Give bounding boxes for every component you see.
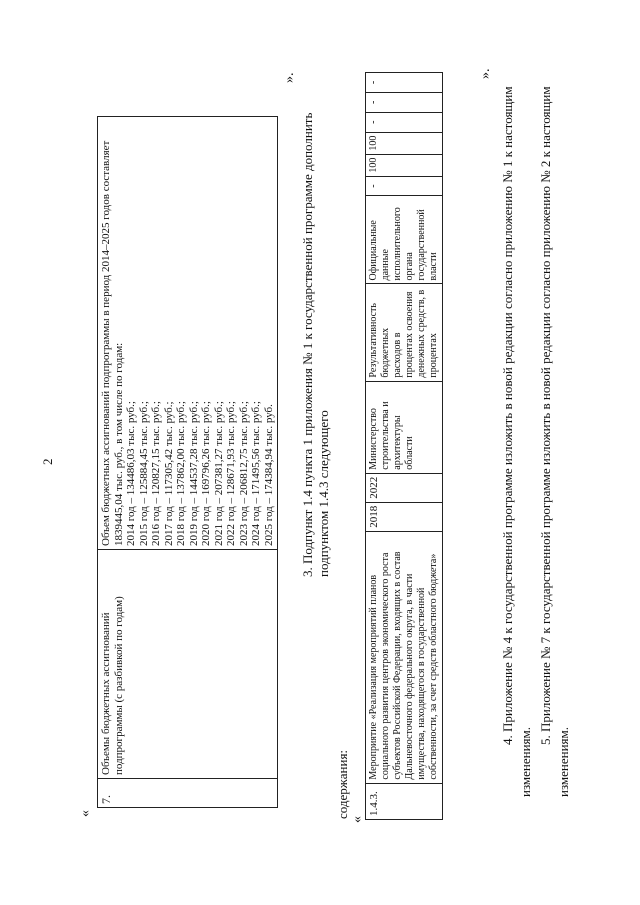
paragraph-4 (500, 55, 516, 745)
value-line: 2021 год – 207381,27 тыс. руб.; (212, 401, 225, 546)
quote-open-1: « (78, 810, 93, 817)
table-row (98, 117, 278, 808)
paragraph-5-line-2: изменениям. (556, 726, 571, 797)
paragraph-3-line-2: содержания: (335, 749, 350, 819)
value-cell: 100 (366, 132, 443, 154)
value-cell: - (366, 92, 443, 112)
value-line: Объем бюджетных ассигнований подпрограммы в период 2014–2025 годов составляет (100, 140, 112, 546)
value-line: 2025 год – 174384,94 тыс. руб. (262, 404, 275, 546)
value-line: 2016 год – 120827,15 тыс. руб.; (150, 401, 162, 546)
value-line: 2023 год – 206812,75 тыс. руб.; (237, 401, 250, 546)
measure-table (365, 72, 443, 820)
value-line: 2017 год – 117305,42 тыс. руб.; (162, 401, 175, 546)
value-cell: - (366, 176, 443, 196)
value-cell: - (366, 112, 443, 132)
subprogram-funding-table (97, 116, 278, 808)
value-line: 1839445,04 тыс. руб., в том числе по годам: (112, 342, 125, 546)
paragraph-3 (300, 57, 332, 577)
paragraph-5-line-1: 5. Приложение № 7 к государственной программе изложить в новой редакции согласно приложению № 2 к настоящим (538, 86, 553, 745)
row-name: Объемы бюджетных ассигнований подпрограммы (с разбивкой по годам) (98, 550, 278, 779)
value-line: 2018 год – 137862,00 тыс. руб.; (175, 401, 187, 546)
value-cell: - (366, 73, 443, 93)
value-line: 2014 год – 134486,03 тыс. руб.; (125, 401, 137, 546)
quote-close-1: ». (282, 72, 297, 83)
row-number: 7. (98, 779, 278, 808)
quote-open-2: « (350, 816, 365, 823)
value-cell: 100 (366, 154, 443, 176)
responsible-ministry: Министерство строительства и архитектуры области (366, 381, 443, 473)
table-row (366, 73, 443, 820)
year-start: 2018 (366, 502, 443, 531)
data-source: Официальные данные исполнительного органа государственной власти (366, 196, 443, 284)
paragraph-4-cont (518, 597, 534, 797)
value-line: 2022 год – 128671,93 тыс. руб.; (225, 401, 237, 546)
paragraph-3-line-1: 3. Подпункт 1.4 пункта 1 приложения № 1 к государственной программе дополнить подпунктом 1.4.3 следующего (300, 112, 331, 577)
paragraph-4-line-1: 4. Приложение № 4 к государственной программе изложить в новой редакции согласно приложению № 1 к настоящим (500, 86, 515, 745)
measure-number: 1.4.3. (366, 783, 443, 819)
paragraph-5-cont (556, 597, 572, 797)
funding-value-cell (98, 117, 278, 550)
year-end: 2022 (366, 473, 443, 502)
paragraph-5 (538, 55, 554, 745)
value-line: 2019 год – 144537,28 тыс. руб.; (187, 401, 200, 546)
value-line: 2020 год – 169796,26 тыс. руб.; (200, 401, 212, 546)
value-line: 2015 год – 125884,45 тыс. руб.; (137, 401, 150, 546)
page-number: 2 (40, 458, 55, 465)
paragraph-3-cont (335, 619, 351, 819)
paragraph-4-line-2: изменениям. (518, 726, 533, 797)
result-indicator: Результативность бюджетных расходов в процентах освоения денежных средств, в процентах (366, 284, 443, 381)
quote-close-2: ». (478, 68, 493, 79)
measure-name: Мероприятие «Реализация мероприятий планов социального развития центров экономического роста субъектов Российской Федерации, входящих в состав Дальневосточного федерального округа, в части имущества, находящегося в государственной собственности, за счет средств областного бюджета» (366, 531, 443, 783)
value-line: 2024 год – 171495,56 тыс. руб.; (250, 401, 262, 546)
